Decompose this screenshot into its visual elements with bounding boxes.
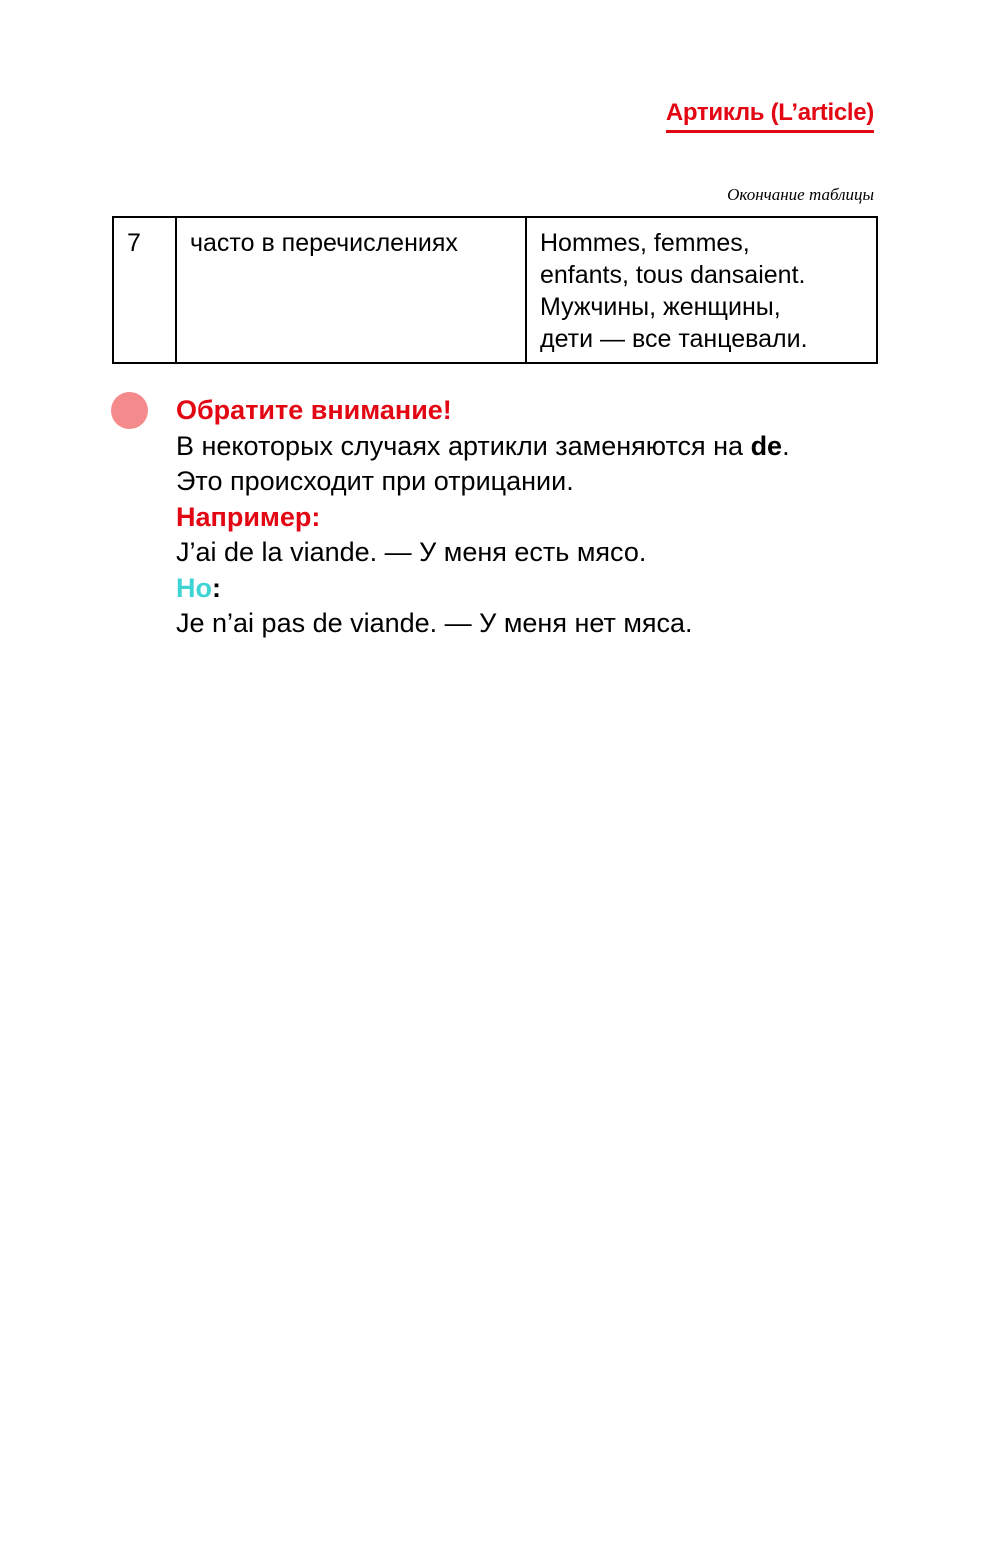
example-line: enfants, tous dansaient. [540, 261, 806, 289]
example-line: Мужчины, женщины, [540, 293, 781, 321]
example-line: дети — все танцевали. [540, 325, 808, 353]
note-rule-period: . [782, 430, 790, 461]
contrast-line [176, 571, 896, 607]
table-row [113, 217, 877, 363]
usage-text: часто в перечислениях [190, 229, 458, 257]
note-negation-line: Это происходит при отрицании. [176, 466, 574, 496]
usage-cell [176, 217, 526, 363]
example-label: Например: [176, 501, 321, 532]
note-heading: Обратите внимание! [176, 395, 452, 425]
keyword-de: de [750, 430, 783, 461]
example-line: Hommes, femmes, [540, 229, 750, 257]
example-negative: Je n’ai pas de viande. — У меня нет мяса. [176, 608, 693, 638]
contrast-label: Но [176, 572, 212, 603]
contrast-colon: : [212, 572, 221, 603]
attention-note [176, 393, 896, 642]
example-cell [526, 217, 877, 363]
rules-table [112, 216, 878, 364]
running-title: Артикль (L’article) [666, 99, 874, 133]
row-number-cell [113, 217, 176, 363]
note-rule-text: В некоторых случаях артикли заменяются на [176, 430, 751, 461]
row-number: 7 [127, 229, 141, 257]
note-rule-line [176, 429, 896, 465]
example-positive: J’ai de la viande. — У меня есть мясо. [176, 537, 647, 567]
table-caption: Окончание таблицы [727, 185, 874, 204]
circle-bullet-icon [111, 392, 148, 429]
